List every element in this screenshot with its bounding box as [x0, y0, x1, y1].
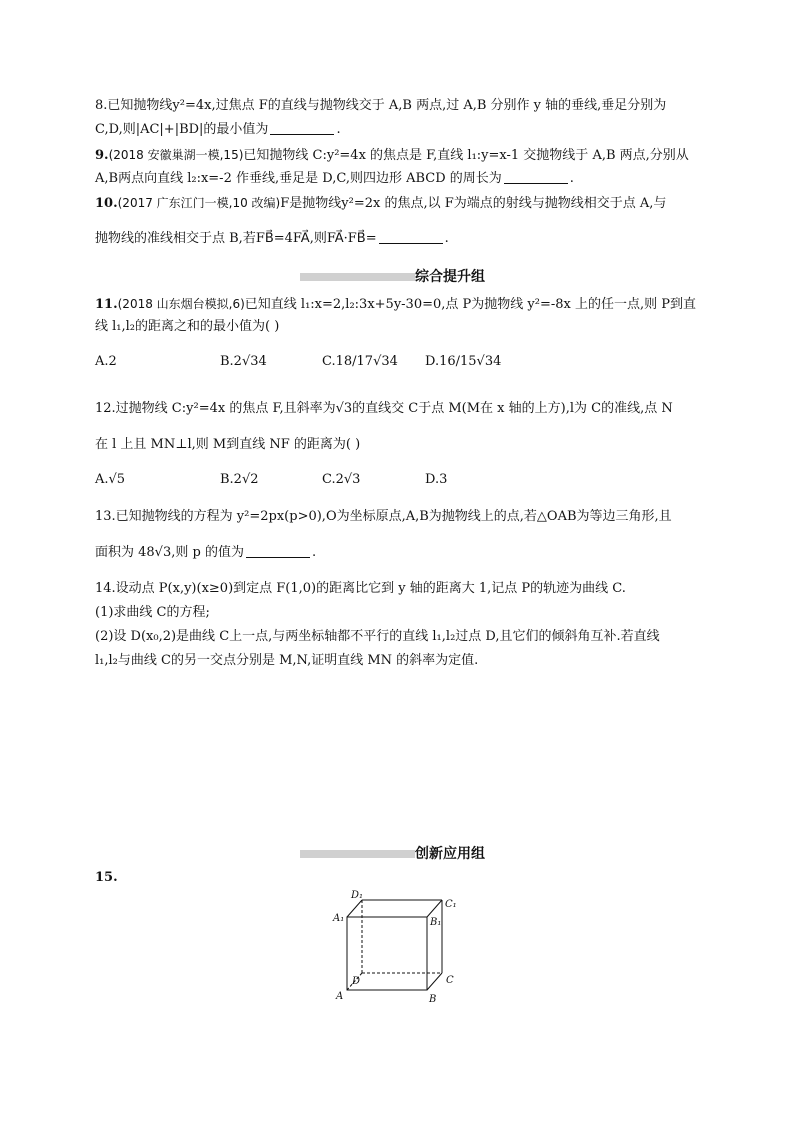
- q13-line2: 面积为 48√3,则 p 的值为 .: [95, 545, 317, 560]
- q10-answer-blank[interactable]: [379, 230, 443, 244]
- q8-line2: C,D,则|AC|+|BD|的最小值为 .: [95, 122, 341, 137]
- q9-line1: 9.(2018 安徽巢湖一模,15)已知抛物线 C:y²=4x 的焦点是 F,直线 l₁:y=x-1 交抛物线于 A,B 两点,分别从: [95, 148, 689, 163]
- q11-source: (2018 山东烟台模拟,6): [117, 297, 245, 311]
- q12-choice-a[interactable]: A.√5: [95, 472, 126, 487]
- q12-line1: 12.过抛物线 C:y²=4x 的焦点 F,且斜率为√3的直线交 C于点 M(M在 x 轴的上方),l为 C的准线,点 N: [95, 401, 673, 416]
- q9-source: (2018 安徽巢湖一模,15): [108, 148, 244, 162]
- vertex-label-c1: C₁: [445, 899, 457, 910]
- q10-line2: 抛物线的准线相交于点 B,若FB⃗=4FA⃗,则FA⃗·FB⃗= .: [95, 231, 449, 246]
- vertex-label-d: D: [352, 976, 361, 987]
- vertex-label-b: B: [429, 994, 437, 1005]
- section-bar: [300, 850, 415, 858]
- q12-line2: 在 l 上且 MN⊥l,则 M到直线 NF 的距离为( ): [95, 437, 361, 452]
- q9-answer-blank[interactable]: [504, 170, 568, 184]
- q9-line2: A,B两点向直线 l₂:x=-2 作垂线,垂足是 D,C,则四边形 ABCD 的周长为 .: [95, 171, 574, 186]
- q8-text: C,D,则|AC|+|BD|的最小值为: [95, 122, 269, 137]
- q12-choice-c[interactable]: C.2√3: [322, 472, 361, 487]
- cube-figure: [330, 885, 470, 1010]
- vertex-label-a1: A₁: [333, 913, 345, 924]
- q11-choice-d[interactable]: D.16/15√34: [425, 354, 502, 369]
- section-bar: [300, 273, 415, 281]
- vertex-label-a: A: [336, 991, 344, 1002]
- section-title: 创新应用组: [415, 846, 485, 862]
- vertex-label-b1: B₁: [430, 917, 442, 928]
- q14-line3: (2)设 D(x₀,2)是曲线 C上一点,与两坐标轴都不平行的直线 l₁,l₂过点 D,且它们的倾斜角互补.若直线: [95, 629, 660, 644]
- cube-edge-bc: [427, 973, 442, 990]
- vertex-label-c: C: [446, 975, 454, 986]
- q13-line1: 13.已知抛物线的方程为 y²=2px(p>0),O为坐标原点,A,B为抛物线上的点,若△OAB为等边三角形,且: [95, 509, 672, 524]
- q10-line1: 10.(2017 广东江门一模,10 改编)F是抛物线y²=2x 的焦点,以 F为端点的射线与抛物线相交于点 A,与: [95, 196, 667, 211]
- q10-source: (2017 广东江门一模,10 改编): [117, 196, 281, 210]
- cube-edge-b1c1: [427, 900, 442, 917]
- section-title: 综合提升组: [415, 269, 485, 285]
- q14-line2: (1)求曲线 C的方程;: [95, 605, 210, 620]
- cube-edge-a1d1: [347, 900, 362, 917]
- q13-answer-blank[interactable]: [246, 544, 310, 558]
- q11-choice-b[interactable]: B.2√34: [220, 354, 267, 369]
- vertex-label-d1: D₁: [351, 890, 364, 901]
- q8-line1: 8.已知抛物线y²=4x,过焦点 F的直线与抛物线交于 A,B 两点,过 A,B 分别作 y 轴的垂线,垂足分别为: [95, 98, 667, 113]
- q14-line1: 14.设动点 P(x,y)(x≥0)到定点 F(1,0)的距离比它到 y 轴的距离大 1,记点 P的轨迹为曲线 C.: [95, 581, 626, 596]
- q11-line2: 线 l₁,l₂的距离之和的最小值为( ): [95, 319, 280, 334]
- q14-line4: l₁,l₂与曲线 C的另一交点分别是 M,N,证明直线 MN 的斜率为定值.: [95, 653, 479, 668]
- q12-choice-d[interactable]: D.3: [425, 472, 448, 487]
- q11-line1: 11.(2018 山东烟台模拟,6)已知直线 l₁:x=2,l₂:3x+5y-30=0,点 P为抛物线 y²=-8x 上的任一点,则 P到直: [95, 297, 696, 312]
- q15-label: 15.: [95, 870, 118, 885]
- q12-choice-b[interactable]: B.2√2: [220, 472, 259, 487]
- q11-choice-c[interactable]: C.18/17√34: [322, 354, 398, 369]
- q8-answer-blank[interactable]: [270, 121, 334, 135]
- q11-choice-a[interactable]: A.2: [95, 354, 117, 369]
